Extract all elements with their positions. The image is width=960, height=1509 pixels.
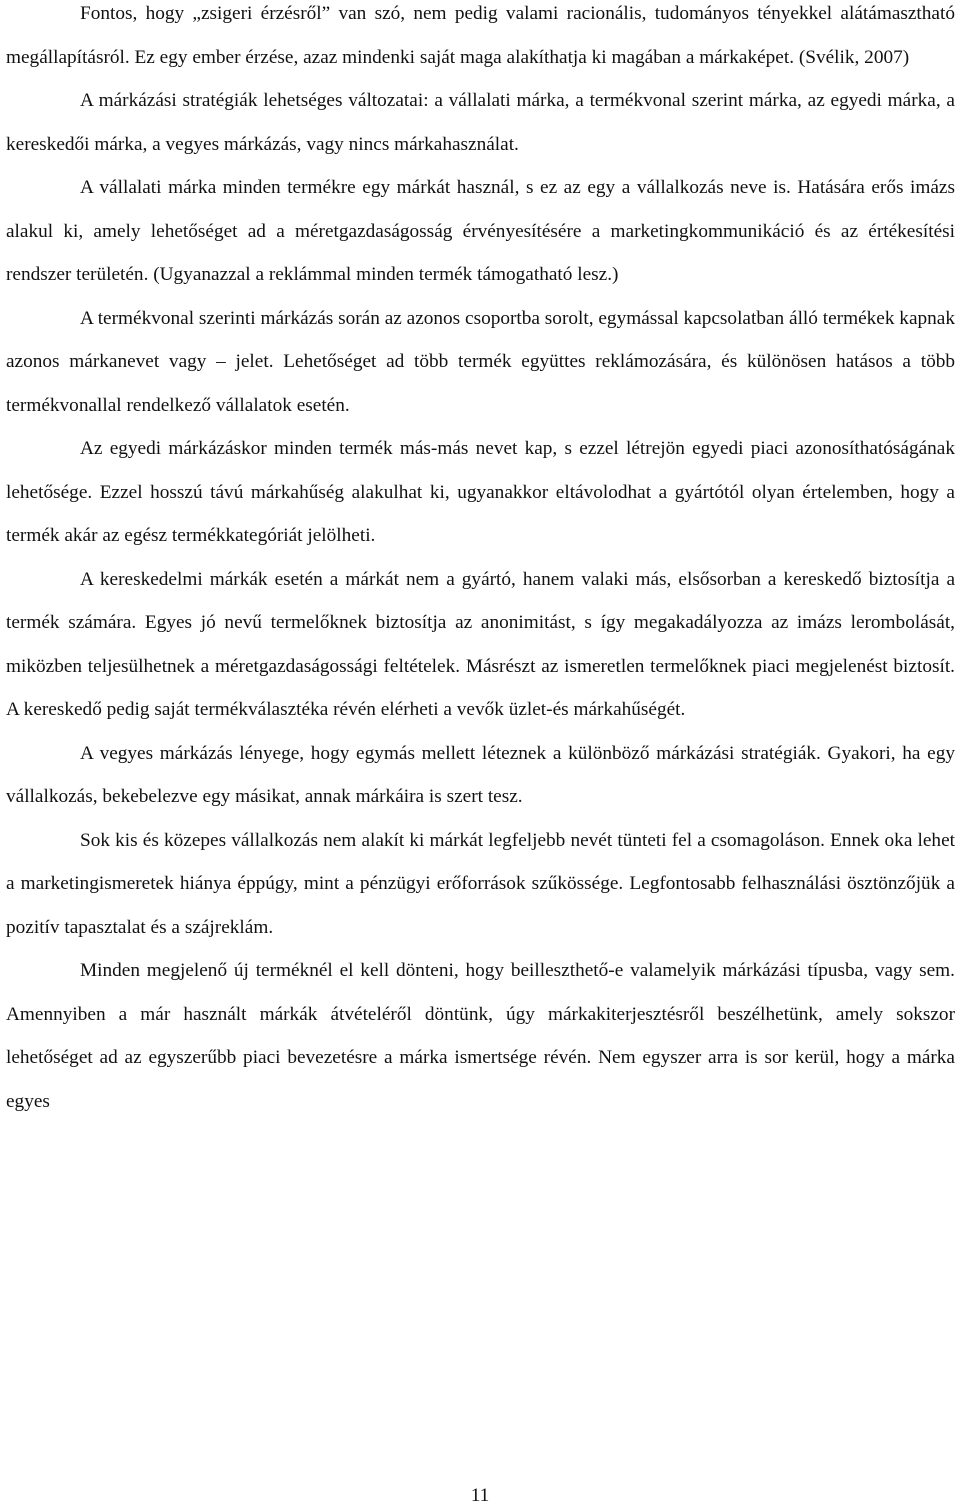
paragraph-zsigeri-erzes: Fontos, hogy „zsigeri érzésről” van szó, nem pedig valami racionális, tudományos tényekkel alátámasztható megállapításról. Ez egy ember érzése, azaz mindenki saját maga alakíthatja ki magában a márkaképet. (Svélik, 2007) [6, 3, 955, 68]
paragraph-termekvonal-markazas: A termékvonal szerinti márkázás során az azonos csoportba sorolt, egymással kapcsolatban álló termékek kapnak azonos márkanevet vagy – jelet. Lehetőséget ad több termék együttes reklámozására, és különösen hatásos a több termékvonallal rendelkező vállalatok esetén. [6, 307, 955, 416]
paragraph-vegyes-markazas: A vegyes márkázás lényege, hogy egymás mellett léteznek a különböző márkázási stratégiák. Gyakori, ha egy vállalkozás, bekebelezve egy másikat, annak márkáira is szert tesz. [6, 742, 955, 807]
paragraph-kereskedelmi-markak: A kereskedelmi márkák esetén a márkát nem a gyártó, hanem valaki más, elsősorban a kereskedő biztosítja a termék számára. Egyes jó nevű termelőknek biztosítja az anonimitást, s így megakadályozza az imázs lerombolását, miközben teljesülhetnek a méretgazdaságossági feltételek. Másrészt az ismeretlen termelőknek piaci megjelenést biztosít. A kereskedő pedig saját termékválasztéka révén elérheti a vevők üzlet-és márkahűségét. [6, 568, 955, 720]
paragraph-egyedi-markazas: Az egyedi márkázáskor minden termék más-más nevet kap, s ezzel létrejön egyedi piaci azonosíthatóságának lehetősége. Ezzel hosszú távú márkahűség alakulhat ki, ugyanakkor eltávolodhat a gyártótól olyan értelemben, hogy a termék akár az egész termékkategóriát jelölheti. [6, 438, 955, 546]
document-body [6, 0, 955, 1123]
paragraph-markazasi-strategiak: A márkázási stratégiák lehetséges változatai: a vállalati márka, a termékvonal szerint márka, az egyedi márka, a kereskedői márka, a vegyes márkázás, vagy nincs márkahasználat. [6, 90, 955, 155]
paragraph-kkv-markak: Sok kis és közepes vállalkozás nem alakít ki márkát legfeljebb nevét tünteti fel a csomagoláson. Ennek oka lehet a marketingismeretek hiánya éppúgy, mint a pénzügyi erőforrások szűkössége. Legfontosabb felhasználási ösztönzőjük a pozitív tapasztalat és a szájreklám. [6, 829, 955, 938]
page-number: 11 [470, 1485, 490, 1506]
paragraph-vallalati-marka: A vállalati márka minden termékre egy márkát használ, s ez az egy a vállalkozás neve is. Hatására erős imázs alakul ki, amely lehetőséget ad a méretgazdaságosság érvényesítésére a marketingkommunikáció és az értékesítési rendszer területén. (Ugyanazzal a reklámmal minden termék támogatható lesz.) [6, 177, 955, 285]
paragraph-uj-termek-markazas: Minden megjelenő új terméknél el kell dönteni, hogy beilleszthető-e valamelyik márkázási típusba, vagy sem. Amennyiben a már használt márkák átvételéről döntünk, úgy márkakiterjesztésről beszélhetünk, amely sokszor lehetőséget ad az egyszerűbb piaci bevezetésre a márka ismertsége révén. Nem egyszer arra is sor kerül, hogy a márka egyes [6, 960, 955, 1112]
